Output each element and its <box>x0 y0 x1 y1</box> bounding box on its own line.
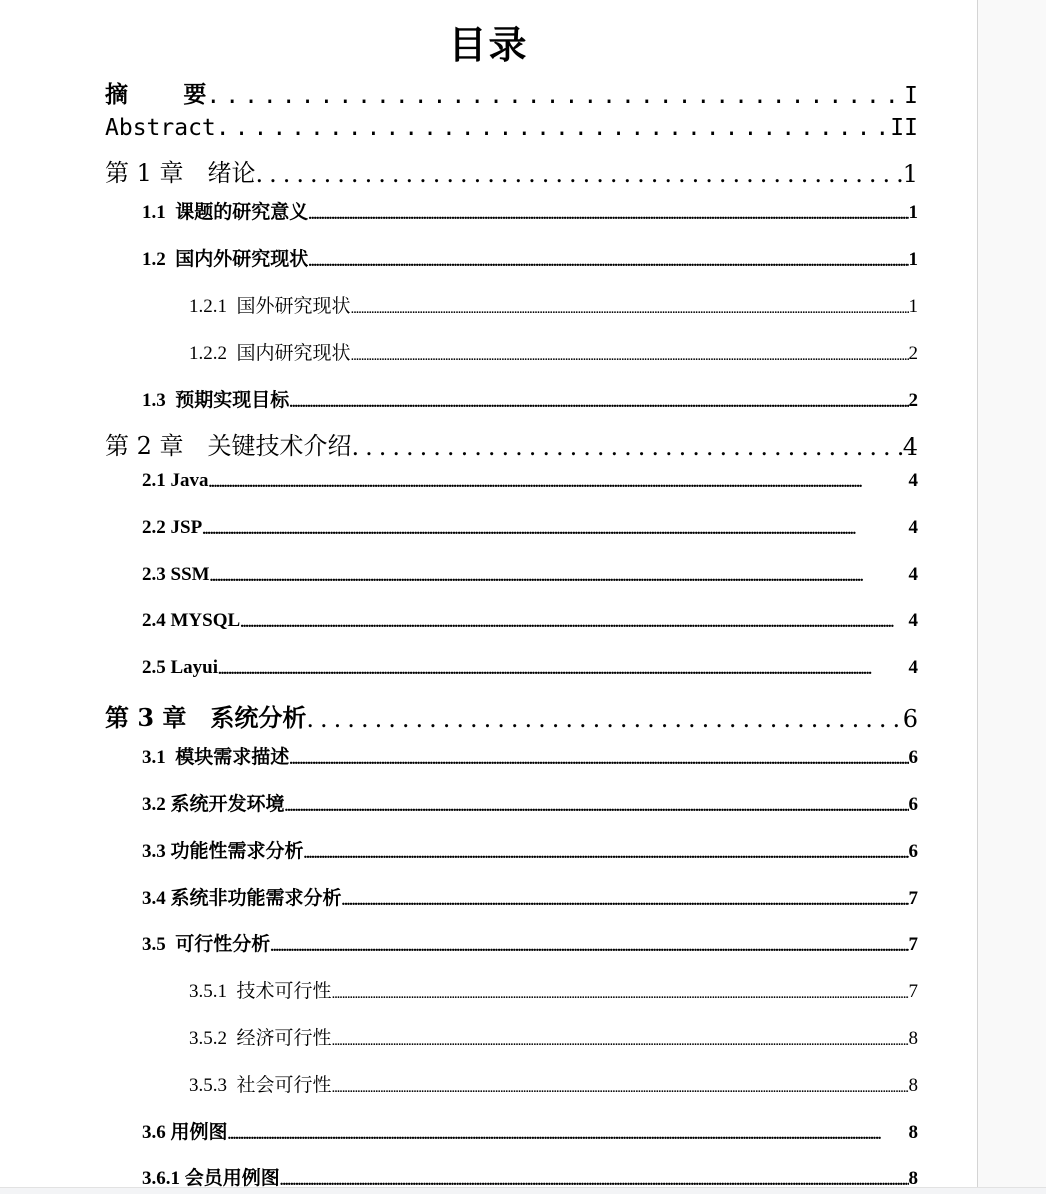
toc-entry-page: 8 <box>908 1168 918 1187</box>
toc-entry-page: 8 <box>908 1075 918 1096</box>
toc-entry-page: 7 <box>908 888 918 909</box>
toc-entry-page: 4 <box>903 517 918 538</box>
toc-entry-page: 4 <box>908 470 918 491</box>
toc-entry-page: 2 <box>908 343 918 364</box>
toc-entry-page: 7 <box>908 981 918 1002</box>
toc-entry-label <box>105 426 352 461</box>
toc-entry-label: 3.3 功能性需求分析 <box>142 841 304 862</box>
toc-entry-2-2[interactable] <box>142 517 918 539</box>
toc-entry-3-6[interactable] <box>142 1117 918 1144</box>
chapter-title: 绪论 <box>207 159 256 187</box>
toc-entry-page: I <box>904 83 918 109</box>
toc-entry-page: 1 <box>908 202 918 223</box>
toc-title: 目录 <box>448 23 529 67</box>
toc-entry-label <box>105 153 256 188</box>
dot-leader <box>306 705 902 733</box>
dot-leader <box>351 348 909 365</box>
toc-entry-label: 1.2 国内外研究现状 <box>142 249 309 270</box>
toc-entry-2-3[interactable] <box>142 564 918 586</box>
dot-leader <box>240 615 908 632</box>
toc-entry-1-2-1[interactable] <box>189 291 918 318</box>
toc-entry-page: 1 <box>908 249 918 270</box>
chapter-number: 第 2 章 <box>105 432 184 460</box>
toc-entry-page: 6 <box>908 794 918 815</box>
dot-leader <box>210 569 909 586</box>
toc-entry-page: 4 <box>908 610 918 631</box>
toc-entry-2-1[interactable] <box>142 470 918 492</box>
toc-entry-label: 2.1 Java <box>142 470 209 491</box>
toc-entry-1-2-2[interactable] <box>189 338 918 365</box>
toc-entry-label: 3.4 系统非功能需求分析 <box>142 888 342 909</box>
toc-entry-label: 1.2.2 国内研究现状 <box>189 343 351 364</box>
dot-leader <box>280 1173 909 1187</box>
toc-entry-label: 3.1 模块需求描述 <box>142 747 290 768</box>
toc-entry-chapter-2[interactable] <box>105 426 918 461</box>
toc-entry-3-5-2[interactable] <box>189 1023 918 1050</box>
toc-entry-label: 3.6.1 会员用例图 <box>142 1168 280 1187</box>
dot-leader <box>218 662 908 679</box>
toc-entry-label: 2.4 MYSQL <box>142 610 241 631</box>
dot-leader <box>332 1033 909 1050</box>
toc-entry-3-2[interactable] <box>142 789 918 816</box>
toc-entry-1-1[interactable] <box>142 197 918 224</box>
chapter-number: 第 3 章 <box>105 703 187 732</box>
toc-entry-3-5[interactable] <box>142 929 918 956</box>
dot-leader <box>228 1127 909 1144</box>
dot-leader <box>351 301 909 318</box>
toc-entry-label: 3.5.1 技术可行性 <box>189 981 332 1002</box>
chapter-number: 第 1 章 <box>105 159 184 187</box>
toc-entry-label: Abstract <box>105 115 216 141</box>
dot-leader <box>332 986 909 1003</box>
toc-entry-abstract-en[interactable] <box>105 115 918 141</box>
toc-entry-label: 2.2 JSP <box>142 517 203 538</box>
toc-entry-label: 2.3 SSM <box>142 564 210 585</box>
dot-leader <box>216 115 891 141</box>
toc-entry-chapter-1[interactable] <box>105 153 918 188</box>
dot-leader <box>256 160 903 188</box>
right-side-panel <box>977 0 1046 1193</box>
toc-entry-chapter-3[interactable] <box>105 698 918 733</box>
dot-leader <box>308 207 908 224</box>
dot-leader <box>304 846 909 863</box>
toc-entry-3-4[interactable] <box>142 883 918 910</box>
dot-leader <box>289 395 908 412</box>
toc-entry-page: 4 <box>902 433 918 461</box>
toc-entry-page: 6 <box>902 705 918 733</box>
dot-leader <box>285 799 909 816</box>
dot-leader <box>206 83 904 109</box>
toc-entry-1-3[interactable] <box>142 385 918 412</box>
toc-entry-page: II <box>890 115 918 141</box>
dot-leader <box>308 254 908 271</box>
toc-entry-page: 7 <box>908 934 918 955</box>
toc-entry-3-5-1[interactable] <box>189 976 918 1003</box>
toc-entry-page: 1 <box>908 296 918 317</box>
toc-entry-page: 6 <box>908 747 918 768</box>
toc-entry-page: 2 <box>908 390 918 411</box>
toc-entry-3-1[interactable] <box>142 742 918 769</box>
dot-leader <box>289 752 908 769</box>
toc-entry-page: 8 <box>908 1122 918 1143</box>
toc-entry-label: 1.1 课题的研究意义 <box>142 202 309 223</box>
toc-entry-2-5[interactable] <box>142 657 918 679</box>
dot-leader <box>332 1080 909 1097</box>
toc-entry-1-2[interactable] <box>142 244 918 271</box>
toc-entry-page: 6 <box>908 841 918 862</box>
toc-entry-abstract-cn[interactable] <box>105 76 918 109</box>
toc-entry-2-4[interactable] <box>142 610 918 632</box>
dot-leader <box>209 475 909 492</box>
toc-entry-label: 3.5 可行性分析 <box>142 934 271 955</box>
dot-leader <box>270 939 908 956</box>
toc-entry-label: 3.5.3 社会可行性 <box>189 1075 332 1096</box>
chapter-title: 系统分析 <box>210 703 307 732</box>
toc-entry-label <box>105 698 306 733</box>
toc-entry-label: 摘 要 <box>105 82 207 108</box>
toc-entry-page: 8 <box>908 1028 918 1049</box>
dot-leader <box>352 433 903 461</box>
dot-leader <box>342 893 909 910</box>
dot-leader <box>202 522 904 539</box>
toc-entry-page: 4 <box>908 657 918 678</box>
toc-entry-label: 1.2.1 国外研究现状 <box>189 296 351 317</box>
toc-entry-3-3[interactable] <box>142 836 918 863</box>
toc-entry-3-5-3[interactable] <box>189 1070 918 1097</box>
chapter-title: 关键技术介绍 <box>207 432 352 460</box>
toc-entry-page: 1 <box>902 160 918 188</box>
toc-entry-page: 4 <box>908 564 918 585</box>
toc-entry-label: 3.5.2 经济可行性 <box>189 1028 332 1049</box>
toc-entry-label: 2.5 Layui <box>142 657 219 678</box>
toc-entry-label: 1.3 预期实现目标 <box>142 390 290 411</box>
toc-entry-label: 3.2 系统开发环境 <box>142 794 285 815</box>
toc-entry-3-6-1[interactable] <box>142 1163 918 1187</box>
toc-entry-label: 3.6 用例图 <box>142 1122 228 1143</box>
